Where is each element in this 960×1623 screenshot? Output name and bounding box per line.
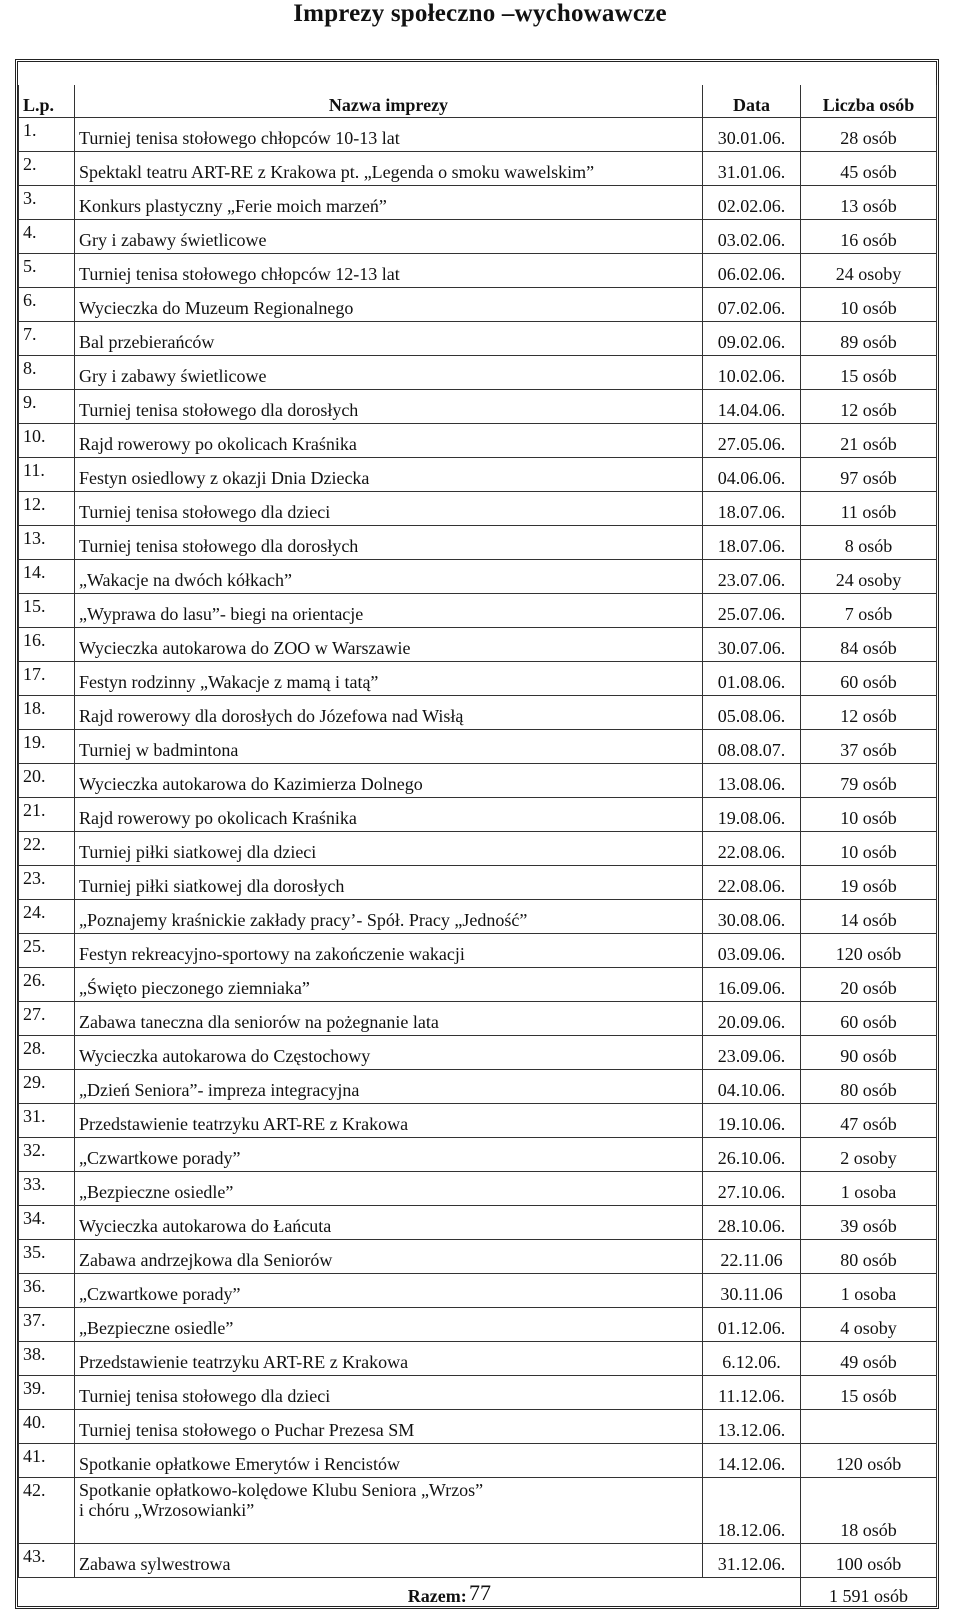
- row-date: 03.02.06.: [703, 220, 801, 254]
- row-date: 06.02.06.: [703, 254, 801, 288]
- row-date: 20.09.06.: [703, 1002, 801, 1036]
- row-name: Festyn rodzinny „Wakacje z mamą i tatą”: [75, 662, 703, 696]
- total-label: Razem:: [75, 1578, 801, 1607]
- row-date: 28.10.06.: [703, 1206, 801, 1240]
- row-count: 15 osób: [801, 356, 937, 390]
- table-row: [19, 628, 937, 662]
- row-count: 2 osoby: [801, 1138, 937, 1172]
- row-lp: 35.: [19, 1240, 75, 1274]
- row-date: 31.12.06.: [703, 1544, 801, 1578]
- row-name: Gry i zabawy świetlicowe: [75, 220, 703, 254]
- table-row: [19, 900, 937, 934]
- row-date: 26.10.06.: [703, 1138, 801, 1172]
- header-count: Liczba osób: [801, 85, 937, 118]
- row-lp: 31.: [19, 1104, 75, 1138]
- row-name: Zabawa andrzejkowa dla Seniorów: [75, 1240, 703, 1274]
- table-row: [19, 1172, 937, 1206]
- header-date: Data: [703, 85, 801, 118]
- row-name: Turniej tenisa stołowego dla dorosłych: [75, 526, 703, 560]
- table-row: [19, 1410, 937, 1444]
- row-count: 60 osób: [801, 662, 937, 696]
- row-date: 18.07.06.: [703, 526, 801, 560]
- events-table: [18, 85, 937, 1606]
- row-name: Turniej tenisa stołowego dla dorosłych: [75, 390, 703, 424]
- row-count: 21 osób: [801, 424, 937, 458]
- table-row: [19, 798, 937, 832]
- row-name: Wycieczka autokarowa do ZOO w Warszawie: [75, 628, 703, 662]
- row-date: 30.01.06.: [703, 118, 801, 152]
- row-name: Gry i zabawy świetlicowe: [75, 356, 703, 390]
- row-count: 37 osób: [801, 730, 937, 764]
- row-name: „Poznajemy kraśnickie zakłady pracy’- Spół. Pracy „Jedność”: [75, 900, 703, 934]
- row-count: 1 osoba: [801, 1172, 937, 1206]
- row-lp: 1.: [19, 118, 75, 152]
- table-row: [19, 764, 937, 798]
- row-date: 03.09.06.: [703, 934, 801, 968]
- row-lp: 5.: [19, 254, 75, 288]
- row-date: 08.08.07.: [703, 730, 801, 764]
- row-lp: 3.: [19, 186, 75, 220]
- row-lp: 23.: [19, 866, 75, 900]
- row-count: 97 osób: [801, 458, 937, 492]
- row-count: 12 osób: [801, 390, 937, 424]
- row-name: Wycieczka autokarowa do Częstochowy: [75, 1036, 703, 1070]
- row-lp: 41.: [19, 1444, 75, 1478]
- row-count: 18 osób: [801, 1478, 937, 1544]
- table-row: [19, 1544, 937, 1578]
- row-count: 15 osób: [801, 1376, 937, 1410]
- row-count: 28 osób: [801, 118, 937, 152]
- table-row: [19, 1240, 937, 1274]
- row-lp: 2.: [19, 152, 75, 186]
- row-lp: 38.: [19, 1342, 75, 1376]
- row-lp: 22.: [19, 832, 75, 866]
- row-name: Turniej tenisa stołowego chłopców 12-13 lat: [75, 254, 703, 288]
- row-name: Spotkanie opłatkowe Emerytów i Rencistów: [75, 1444, 703, 1478]
- row-count: 11 osób: [801, 492, 937, 526]
- row-date: 11.12.06.: [703, 1376, 801, 1410]
- total-value: 1 591 osób: [801, 1578, 937, 1607]
- row-lp: 11.: [19, 458, 75, 492]
- row-lp: 29.: [19, 1070, 75, 1104]
- row-name: Bal przebierańców: [75, 322, 703, 356]
- row-lp: 33.: [19, 1172, 75, 1206]
- table-row: [19, 1478, 937, 1544]
- row-date: 6.12.06.: [703, 1342, 801, 1376]
- row-name: „Bezpieczne osiedle”: [75, 1308, 703, 1342]
- row-lp: 4.: [19, 220, 75, 254]
- row-name: Rajd rowerowy po okolicach Kraśnika: [75, 798, 703, 832]
- row-lp: 40.: [19, 1410, 75, 1444]
- row-count: 19 osób: [801, 866, 937, 900]
- table-row: [19, 356, 937, 390]
- row-lp: 18.: [19, 696, 75, 730]
- row-date: 04.10.06.: [703, 1070, 801, 1104]
- row-lp: 36.: [19, 1274, 75, 1308]
- row-date: 22.11.06: [703, 1240, 801, 1274]
- row-count: 20 osób: [801, 968, 937, 1002]
- row-name-line2: i chóru „Wrzosowianki”: [79, 1500, 255, 1520]
- row-date: 01.08.06.: [703, 662, 801, 696]
- table-row: [19, 1376, 937, 1410]
- row-name: „Dzień Seniora”- impreza integracyjna: [75, 1070, 703, 1104]
- table-row: [19, 1342, 937, 1376]
- table-body: [19, 118, 937, 1578]
- row-date: 19.10.06.: [703, 1104, 801, 1138]
- header-name: Nazwa imprezy: [75, 85, 703, 118]
- row-date: 30.08.06.: [703, 900, 801, 934]
- table-row: [19, 730, 937, 764]
- row-date: 13.12.06.: [703, 1410, 801, 1444]
- row-name: Konkurs plastyczny „Ferie moich marzeń”: [75, 186, 703, 220]
- row-name: Turniej tenisa stołowego dla dzieci: [75, 1376, 703, 1410]
- row-name: Turniej tenisa stołowego chłopców 10-13 lat: [75, 118, 703, 152]
- row-date: 13.08.06.: [703, 764, 801, 798]
- row-date: 19.08.06.: [703, 798, 801, 832]
- table-row: [19, 866, 937, 900]
- row-lp: 10.: [19, 424, 75, 458]
- table-row: [19, 492, 937, 526]
- table-row: [19, 696, 937, 730]
- row-lp: 14.: [19, 560, 75, 594]
- row-name: Wycieczka autokarowa do Kazimierza Dolnego: [75, 764, 703, 798]
- row-count: 60 osób: [801, 1002, 937, 1036]
- row-count: 4 osoby: [801, 1308, 937, 1342]
- row-count: 24 osoby: [801, 560, 937, 594]
- table-row: [19, 560, 937, 594]
- row-date: 09.02.06.: [703, 322, 801, 356]
- row-count: 89 osób: [801, 322, 937, 356]
- row-date: 04.06.06.: [703, 458, 801, 492]
- table-row: [19, 458, 937, 492]
- row-count: 1 osoba: [801, 1274, 937, 1308]
- table-row: [19, 152, 937, 186]
- row-lp: 20.: [19, 764, 75, 798]
- table-row: [19, 1444, 937, 1478]
- row-date: 16.09.06.: [703, 968, 801, 1002]
- row-name: Wycieczka autokarowa do Łańcuta: [75, 1206, 703, 1240]
- row-lp: 37.: [19, 1308, 75, 1342]
- row-name: „Święto pieczonego ziemniaka”: [75, 968, 703, 1002]
- row-date: 18.07.06.: [703, 492, 801, 526]
- row-name-line1: Spotkanie opłatkowo-kolędowe Klubu Seniora „Wrzos”: [79, 1480, 484, 1500]
- row-count: 90 osób: [801, 1036, 937, 1070]
- row-count: 10 osób: [801, 832, 937, 866]
- row-count: 8 osób: [801, 526, 937, 560]
- row-date: 23.07.06.: [703, 560, 801, 594]
- table-row: [19, 390, 937, 424]
- row-lp: 42.: [19, 1478, 75, 1544]
- table-row: [19, 254, 937, 288]
- row-date: 31.01.06.: [703, 152, 801, 186]
- row-lp: 8.: [19, 356, 75, 390]
- row-lp: 19.: [19, 730, 75, 764]
- row-lp: 26.: [19, 968, 75, 1002]
- row-lp: 17.: [19, 662, 75, 696]
- table-row: [19, 1104, 937, 1138]
- row-count: 10 osób: [801, 798, 937, 832]
- row-name: Zabawa sylwestrowa: [75, 1544, 703, 1578]
- row-count: 100 osób: [801, 1544, 937, 1578]
- header-lp: L.p.: [19, 85, 75, 118]
- row-lp: 32.: [19, 1138, 75, 1172]
- row-count: [801, 1410, 937, 1444]
- row-name: „Czwartkowe porady”: [75, 1274, 703, 1308]
- row-date: 05.08.06.: [703, 696, 801, 730]
- table-row: [19, 1002, 937, 1036]
- row-lp: 24.: [19, 900, 75, 934]
- row-count: 120 osób: [801, 1444, 937, 1478]
- row-lp: 9.: [19, 390, 75, 424]
- row-date: 07.02.06.: [703, 288, 801, 322]
- row-name: Festyn rekreacyjno-sportowy na zakończenie wakacji: [75, 934, 703, 968]
- table-row: [19, 322, 937, 356]
- table-row: [19, 1138, 937, 1172]
- row-count: 39 osób: [801, 1206, 937, 1240]
- row-name: „Wakacje na dwóch kółkach”: [75, 560, 703, 594]
- row-name: Spektakl teatru ART-RE z Krakowa pt. „Legenda o smoku wawelskim”: [75, 152, 703, 186]
- row-name: Turniej tenisa stołowego dla dzieci: [75, 492, 703, 526]
- table-row: [19, 1274, 937, 1308]
- table-row: [19, 968, 937, 1002]
- table-header-row: [19, 85, 937, 118]
- row-count: 7 osób: [801, 594, 937, 628]
- row-name: „Wyprawa do lasu”- biegi na orientacje: [75, 594, 703, 628]
- row-count: 16 osób: [801, 220, 937, 254]
- row-name: Wycieczka do Muzeum Regionalnego: [75, 288, 703, 322]
- row-name: Festyn osiedlowy z okazji Dnia Dziecka: [75, 458, 703, 492]
- row-lp: 6.: [19, 288, 75, 322]
- row-name: Turniej piłki siatkowej dla dorosłych: [75, 866, 703, 900]
- row-name: „Bezpieczne osiedle”: [75, 1172, 703, 1206]
- row-lp: 12.: [19, 492, 75, 526]
- table-row: [19, 526, 937, 560]
- row-date: 22.08.06.: [703, 866, 801, 900]
- row-date: 23.09.06.: [703, 1036, 801, 1070]
- row-count: 47 osób: [801, 1104, 937, 1138]
- row-lp: 25.: [19, 934, 75, 968]
- row-count: 84 osób: [801, 628, 937, 662]
- table-row: [19, 1308, 937, 1342]
- row-lp: 27.: [19, 1002, 75, 1036]
- row-name: Turniej piłki siatkowej dla dzieci: [75, 832, 703, 866]
- row-name: Przedstawienie teatrzyku ART-RE z Krakowa: [75, 1342, 703, 1376]
- table-row: [19, 1206, 937, 1240]
- row-date: 22.08.06.: [703, 832, 801, 866]
- row-date: 27.05.06.: [703, 424, 801, 458]
- row-lp: 16.: [19, 628, 75, 662]
- row-lp: 28.: [19, 1036, 75, 1070]
- row-date: 14.12.06.: [703, 1444, 801, 1478]
- row-date: 01.12.06.: [703, 1308, 801, 1342]
- row-date: 18.12.06.: [703, 1478, 801, 1544]
- row-date: 10.02.06.: [703, 356, 801, 390]
- table-row: [19, 288, 937, 322]
- row-date: 30.07.06.: [703, 628, 801, 662]
- row-date: 30.11.06: [703, 1274, 801, 1308]
- row-count: 80 osób: [801, 1240, 937, 1274]
- row-count: 10 osób: [801, 288, 937, 322]
- table-row: [19, 662, 937, 696]
- row-lp: 43.: [19, 1544, 75, 1578]
- row-lp: 21.: [19, 798, 75, 832]
- table-row: [19, 220, 937, 254]
- row-count: 120 osób: [801, 934, 937, 968]
- row-lp: 34.: [19, 1206, 75, 1240]
- row-lp: 13.: [19, 526, 75, 560]
- events-table-frame: [15, 59, 939, 1609]
- row-name: [75, 1478, 703, 1544]
- row-name: Przedstawienie teatrzyku ART-RE z Krakowa: [75, 1104, 703, 1138]
- row-count: 45 osób: [801, 152, 937, 186]
- table-row: [19, 832, 937, 866]
- row-name: Turniej w badmintona: [75, 730, 703, 764]
- row-count: 24 osoby: [801, 254, 937, 288]
- row-count: 80 osób: [801, 1070, 937, 1104]
- row-count: 13 osób: [801, 186, 937, 220]
- row-name: „Czwartkowe porady”: [75, 1138, 703, 1172]
- row-date: 25.07.06.: [703, 594, 801, 628]
- row-count: 49 osób: [801, 1342, 937, 1376]
- table-row: [19, 934, 937, 968]
- row-count: 12 osób: [801, 696, 937, 730]
- row-name: Rajd rowerowy dla dorosłych do Józefowa nad Wisłą: [75, 696, 703, 730]
- row-count: 14 osób: [801, 900, 937, 934]
- table-row: [19, 118, 937, 152]
- row-date: 14.04.06.: [703, 390, 801, 424]
- row-lp: 15.: [19, 594, 75, 628]
- table-row: [19, 594, 937, 628]
- page-title: Imprezy społeczno –wychowawcze: [293, 0, 667, 27]
- table-row: [19, 186, 937, 220]
- row-date: 02.02.06.: [703, 186, 801, 220]
- table-row: [19, 424, 937, 458]
- row-name: Zabawa taneczna dla seniorów na pożegnanie lata: [75, 1002, 703, 1036]
- row-name: Rajd rowerowy po okolicach Kraśnika: [75, 424, 703, 458]
- row-lp: 39.: [19, 1376, 75, 1410]
- row-date: 27.10.06.: [703, 1172, 801, 1206]
- row-count: 79 osób: [801, 764, 937, 798]
- row-lp: 7.: [19, 322, 75, 356]
- table-row: [19, 1036, 937, 1070]
- row-name: Turniej tenisa stołowego o Puchar Prezesa SM: [75, 1410, 703, 1444]
- table-row: [19, 1070, 937, 1104]
- page-number: 77: [469, 1580, 491, 1605]
